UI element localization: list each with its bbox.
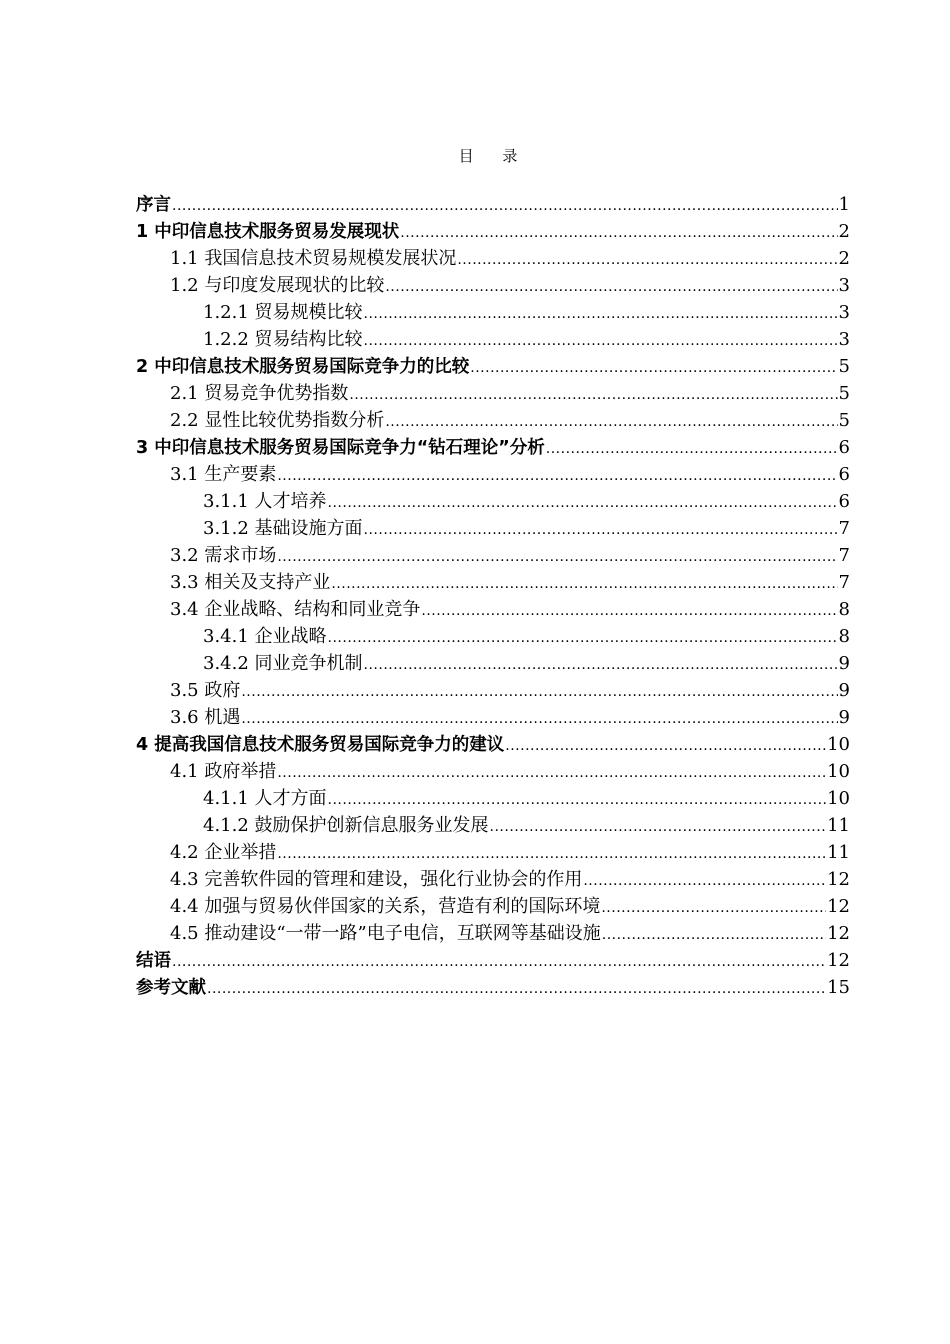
toc-entry-title: 3.1 生产要素: [170, 464, 277, 485]
toc-entry-title: 4.2 企业举措: [170, 842, 277, 863]
toc-entry[interactable]: [136, 191, 850, 218]
toc-page-number: 3: [838, 329, 850, 350]
toc-entry-title: 1.2.1 贸易规模比较: [203, 302, 363, 323]
toc-entry[interactable]: [136, 407, 850, 434]
dot-leader: [601, 895, 826, 920]
toc-entry-title: 2 中印信息技术服务贸易国际竞争力的比较: [136, 357, 470, 377]
dot-leader: [277, 544, 837, 569]
toc-entry-title: 4.1 政府举措: [170, 761, 277, 782]
toc-entry[interactable]: [136, 515, 850, 542]
toc-entry[interactable]: [136, 974, 850, 1001]
toc-page-number: 5: [838, 410, 850, 431]
table-of-contents: [136, 191, 850, 1001]
toc-entry-title: 结语: [136, 951, 171, 971]
dot-leader: [364, 328, 838, 353]
toc-entry[interactable]: [136, 218, 850, 245]
dot-leader: [241, 679, 837, 704]
dot-leader: [505, 733, 826, 758]
toc-entry-title: 3.1.2 基础设施方面: [203, 518, 363, 539]
toc-entry[interactable]: [136, 326, 850, 353]
toc-entry-title: 4.4 加强与贸易伙伴国家的关系，营造有利的国际环境: [170, 896, 601, 917]
toc-page-number: 2: [838, 248, 850, 269]
toc-entry[interactable]: [136, 893, 850, 920]
toc-page-number: 10: [827, 788, 850, 809]
dot-leader: [470, 355, 837, 380]
toc-page-number: 10: [827, 734, 850, 755]
toc-entry-title: 3.4.1 企业战略: [203, 626, 327, 647]
toc-page-number: 12: [827, 923, 850, 944]
toc-entry[interactable]: [136, 866, 850, 893]
toc-entry-title: 3.1.1 人才培养: [203, 491, 327, 512]
dot-leader: [364, 652, 838, 677]
dot-leader: [400, 220, 837, 245]
toc-page-number: 7: [838, 545, 850, 566]
dot-leader: [457, 247, 837, 272]
dot-leader: [385, 409, 837, 434]
toc-entry-title: 序言: [136, 195, 171, 215]
toc-entry[interactable]: [136, 434, 850, 461]
toc-entry[interactable]: [136, 596, 850, 623]
dot-leader: [328, 787, 827, 812]
dot-leader: [546, 436, 838, 461]
dot-leader: [277, 841, 826, 866]
toc-entry-title: 1.1 我国信息技术贸易规模发展状况: [170, 248, 457, 269]
toc-entry[interactable]: [136, 623, 850, 650]
dot-leader: [490, 814, 827, 839]
toc-entry-title: 4.5 推动建设“一带一路”电子电信，互联网等基础设施: [170, 923, 601, 944]
page-title: 目 录: [458, 147, 530, 165]
dot-leader: [583, 868, 826, 893]
toc-entry[interactable]: [136, 461, 850, 488]
toc-entry[interactable]: [136, 488, 850, 515]
toc-page-number: 6: [838, 464, 850, 485]
toc-entry[interactable]: [136, 650, 850, 677]
toc-entry-title: 3.4 企业战略、结构和同业竞争: [170, 599, 421, 620]
dot-leader: [328, 490, 838, 515]
toc-page-number: 8: [838, 599, 850, 620]
toc-entry[interactable]: [136, 812, 850, 839]
toc-page-number: 3: [838, 302, 850, 323]
toc-page-number: 6: [838, 437, 850, 458]
toc-entry-title: 4.3 完善软件园的管理和建设，强化行业协会的作用: [170, 869, 583, 890]
toc-entry-title: 1.2 与印度发展现状的比较: [170, 275, 385, 296]
toc-page-number: 15: [827, 977, 850, 998]
toc-entry[interactable]: [136, 947, 850, 974]
toc-entry[interactable]: [136, 245, 850, 272]
toc-entry[interactable]: [136, 542, 850, 569]
toc-page-number: 3: [838, 275, 850, 296]
toc-page-number: 9: [838, 707, 850, 728]
dot-leader: [241, 706, 837, 731]
dot-leader: [207, 976, 826, 1001]
toc-entry-title: 参考文献: [136, 978, 206, 998]
toc-page-number: 12: [827, 896, 850, 917]
toc-page-number: 10: [827, 761, 850, 782]
toc-page-number: 11: [827, 842, 850, 863]
toc-entry[interactable]: [136, 758, 850, 785]
toc-entry[interactable]: [136, 677, 850, 704]
toc-entry[interactable]: [136, 785, 850, 812]
dot-leader: [277, 760, 826, 785]
dot-leader: [331, 571, 837, 596]
toc-entry[interactable]: [136, 569, 850, 596]
toc-page-number: 11: [827, 815, 850, 836]
toc-page-number: 8: [838, 626, 850, 647]
dot-leader: [602, 922, 826, 947]
toc-entry-title: 3.4.2 同业竞争机制: [203, 653, 363, 674]
toc-entry-title: 4.1.1 人才方面: [203, 788, 327, 809]
toc-entry-title: 3.5 政府: [170, 680, 241, 701]
dot-leader: [172, 193, 838, 218]
toc-entry[interactable]: [136, 380, 850, 407]
toc-page-number: 5: [838, 356, 850, 377]
dot-leader: [172, 949, 826, 974]
toc-page-number: 12: [827, 869, 850, 890]
toc-entry-title: 1.2.2 贸易结构比较: [203, 329, 363, 350]
dot-leader: [385, 274, 837, 299]
toc-entry-title: 3.3 相关及支持产业: [170, 572, 331, 593]
toc-entry-title: 2.1 贸易竞争优势指数: [170, 383, 349, 404]
dot-leader: [349, 382, 837, 407]
toc-page-number: 9: [838, 653, 850, 674]
toc-entry[interactable]: [136, 272, 850, 299]
toc-entry-title: 4 提高我国信息技术服务贸易国际竞争力的建议: [136, 735, 505, 755]
toc-entry-title: 2.2 显性比较优势指数分析: [170, 410, 385, 431]
toc-page-number: 5: [838, 383, 850, 404]
dot-leader: [364, 301, 838, 326]
toc-page-number: 1: [838, 194, 850, 215]
toc-page-number: 6: [838, 491, 850, 512]
toc-entry[interactable]: [136, 299, 850, 326]
toc-page-number: 2: [838, 221, 850, 242]
dot-leader: [364, 517, 838, 542]
toc-page-number: 12: [827, 950, 850, 971]
toc-entry-title: 3.6 机遇: [170, 707, 241, 728]
toc-page-number: 7: [838, 572, 850, 593]
dot-leader: [277, 463, 837, 488]
toc-entry[interactable]: [136, 353, 850, 380]
toc-page-number: 9: [838, 680, 850, 701]
toc-entry-title: 1 中印信息技术服务贸易发展现状: [136, 222, 400, 242]
toc-entry[interactable]: [136, 731, 850, 758]
toc-entry[interactable]: [136, 704, 850, 731]
dot-leader: [328, 625, 838, 650]
toc-entry-title: 4.1.2 鼓励保护创新信息服务业发展: [203, 815, 489, 836]
toc-entry-title: 3.2 需求市场: [170, 545, 277, 566]
toc-entry[interactable]: [136, 920, 850, 947]
toc-page-number: 7: [838, 518, 850, 539]
toc-entry[interactable]: [136, 839, 850, 866]
dot-leader: [421, 598, 837, 623]
toc-entry-title: 3 中印信息技术服务贸易国际竞争力“钻石理论”分析: [136, 438, 545, 458]
